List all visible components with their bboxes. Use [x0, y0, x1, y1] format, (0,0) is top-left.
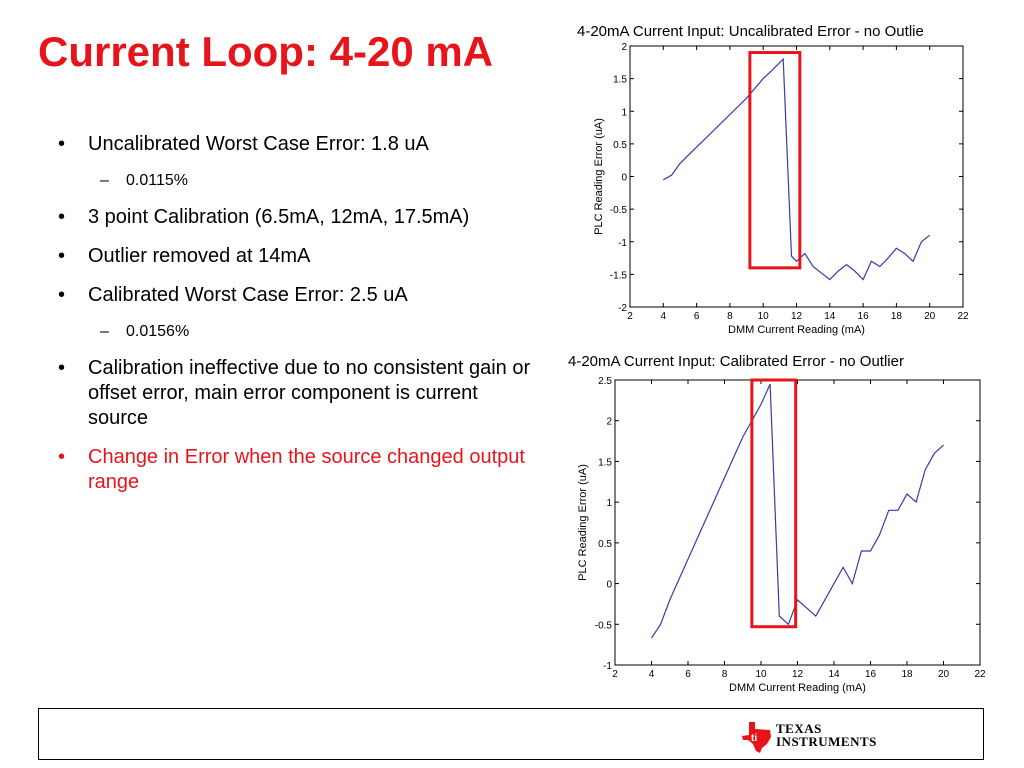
x-tick-label: 10: [755, 669, 767, 680]
svg-text:ti: ti: [751, 733, 758, 744]
plot-area: [615, 380, 980, 665]
x-tick-label: 12: [791, 669, 804, 680]
y-tick-label: 1: [606, 498, 612, 510]
bullet-uncalibrated-error: • Uncalibrated Worst Case Error: 1.8 uA: [58, 132, 538, 157]
bullet-change-in-error: • Change in Error when the source changed output range: [58, 445, 538, 495]
y-tick-label: 2: [606, 416, 612, 428]
y-axis-label: PLC Reading Error (uA): [593, 118, 605, 235]
y-tick-label: 2: [621, 42, 627, 53]
x-tick-label: 18: [901, 669, 913, 680]
y-tick-label: -1: [603, 661, 612, 672]
y-tick-label: -0.5: [609, 205, 627, 217]
ti-logo: [740, 720, 880, 754]
highlight-box: [752, 380, 796, 627]
x-tick-label: 20: [937, 669, 950, 680]
texas-state-icon: [740, 720, 774, 754]
x-tick-label: 22: [957, 311, 969, 322]
x-tick-label: 2: [627, 311, 633, 322]
x-axis-label: DMM Current Reading (mA): [728, 324, 865, 336]
y-tick-label: 0: [606, 579, 612, 591]
logo-line-instruments: INSTRUMENTS: [776, 734, 877, 749]
x-tick-label: 14: [828, 669, 840, 680]
y-tick-label: 0.5: [598, 538, 612, 550]
chart-title: 4-20mA Current Input: Calibrated Error - no Outlier: [568, 353, 904, 370]
x-tick-label: 2: [612, 669, 618, 680]
logo-line-texas: TEXAS: [776, 721, 822, 736]
series-line: [652, 384, 944, 638]
x-tick-label: 14: [824, 311, 836, 322]
x-tick-label: 4: [648, 669, 655, 680]
bullet-calibration-points: • 3 point Calibration (6.5mA, 12mA, 17.5mA): [58, 205, 538, 230]
y-tick-label: 1.5: [613, 74, 627, 86]
chart-title: 4-20mA Current Input: Uncalibrated Error - no Outlie: [577, 23, 924, 40]
y-tick-label: 0.5: [613, 139, 627, 151]
x-tick-label: 16: [857, 311, 869, 322]
y-tick-label: 1.5: [598, 457, 612, 469]
y-tick-label: -1: [618, 237, 627, 249]
slide-title: Current Loop: 4-20 mA: [38, 28, 494, 75]
y-tick-label: 1: [621, 107, 627, 119]
sub-bullet-uncalibrated-percent: – 0.0115%: [58, 171, 538, 191]
x-axis-label: DMM Current Reading (mA): [729, 682, 866, 694]
y-tick-label: 2.5: [598, 376, 612, 387]
bullet-outlier-removed: • Outlier removed at 14mA: [58, 244, 538, 269]
y-tick-label: -1.5: [609, 270, 627, 282]
y-axis-label: PLC Reading Error (uA): [577, 464, 589, 581]
x-tick-label: 10: [757, 311, 769, 322]
x-tick-label: 18: [890, 311, 902, 322]
x-tick-label: 12: [790, 311, 803, 322]
x-tick-label: 20: [924, 311, 936, 322]
y-tick-label: -2: [618, 303, 627, 314]
x-tick-label: 16: [864, 669, 877, 680]
bullet-calibration-ineffective: • Calibration ineffective due to no consistent gain or offset error, main error component is current source: [58, 356, 538, 431]
x-tick-label: 22: [974, 669, 986, 680]
x-tick-label: 8: [727, 311, 733, 322]
x-tick-label: 8: [721, 669, 728, 680]
y-tick-label: -0.5: [594, 620, 612, 632]
y-tick-label: 0: [621, 172, 627, 184]
sub-bullet-calibrated-percent: – 0.0156%: [58, 322, 538, 342]
x-tick-label: 6: [693, 311, 700, 322]
x-tick-label: 4: [660, 311, 667, 322]
bullet-calibrated-error: • Calibrated Worst Case Error: 2.5 uA: [58, 283, 538, 308]
x-tick-label: 6: [685, 669, 691, 680]
